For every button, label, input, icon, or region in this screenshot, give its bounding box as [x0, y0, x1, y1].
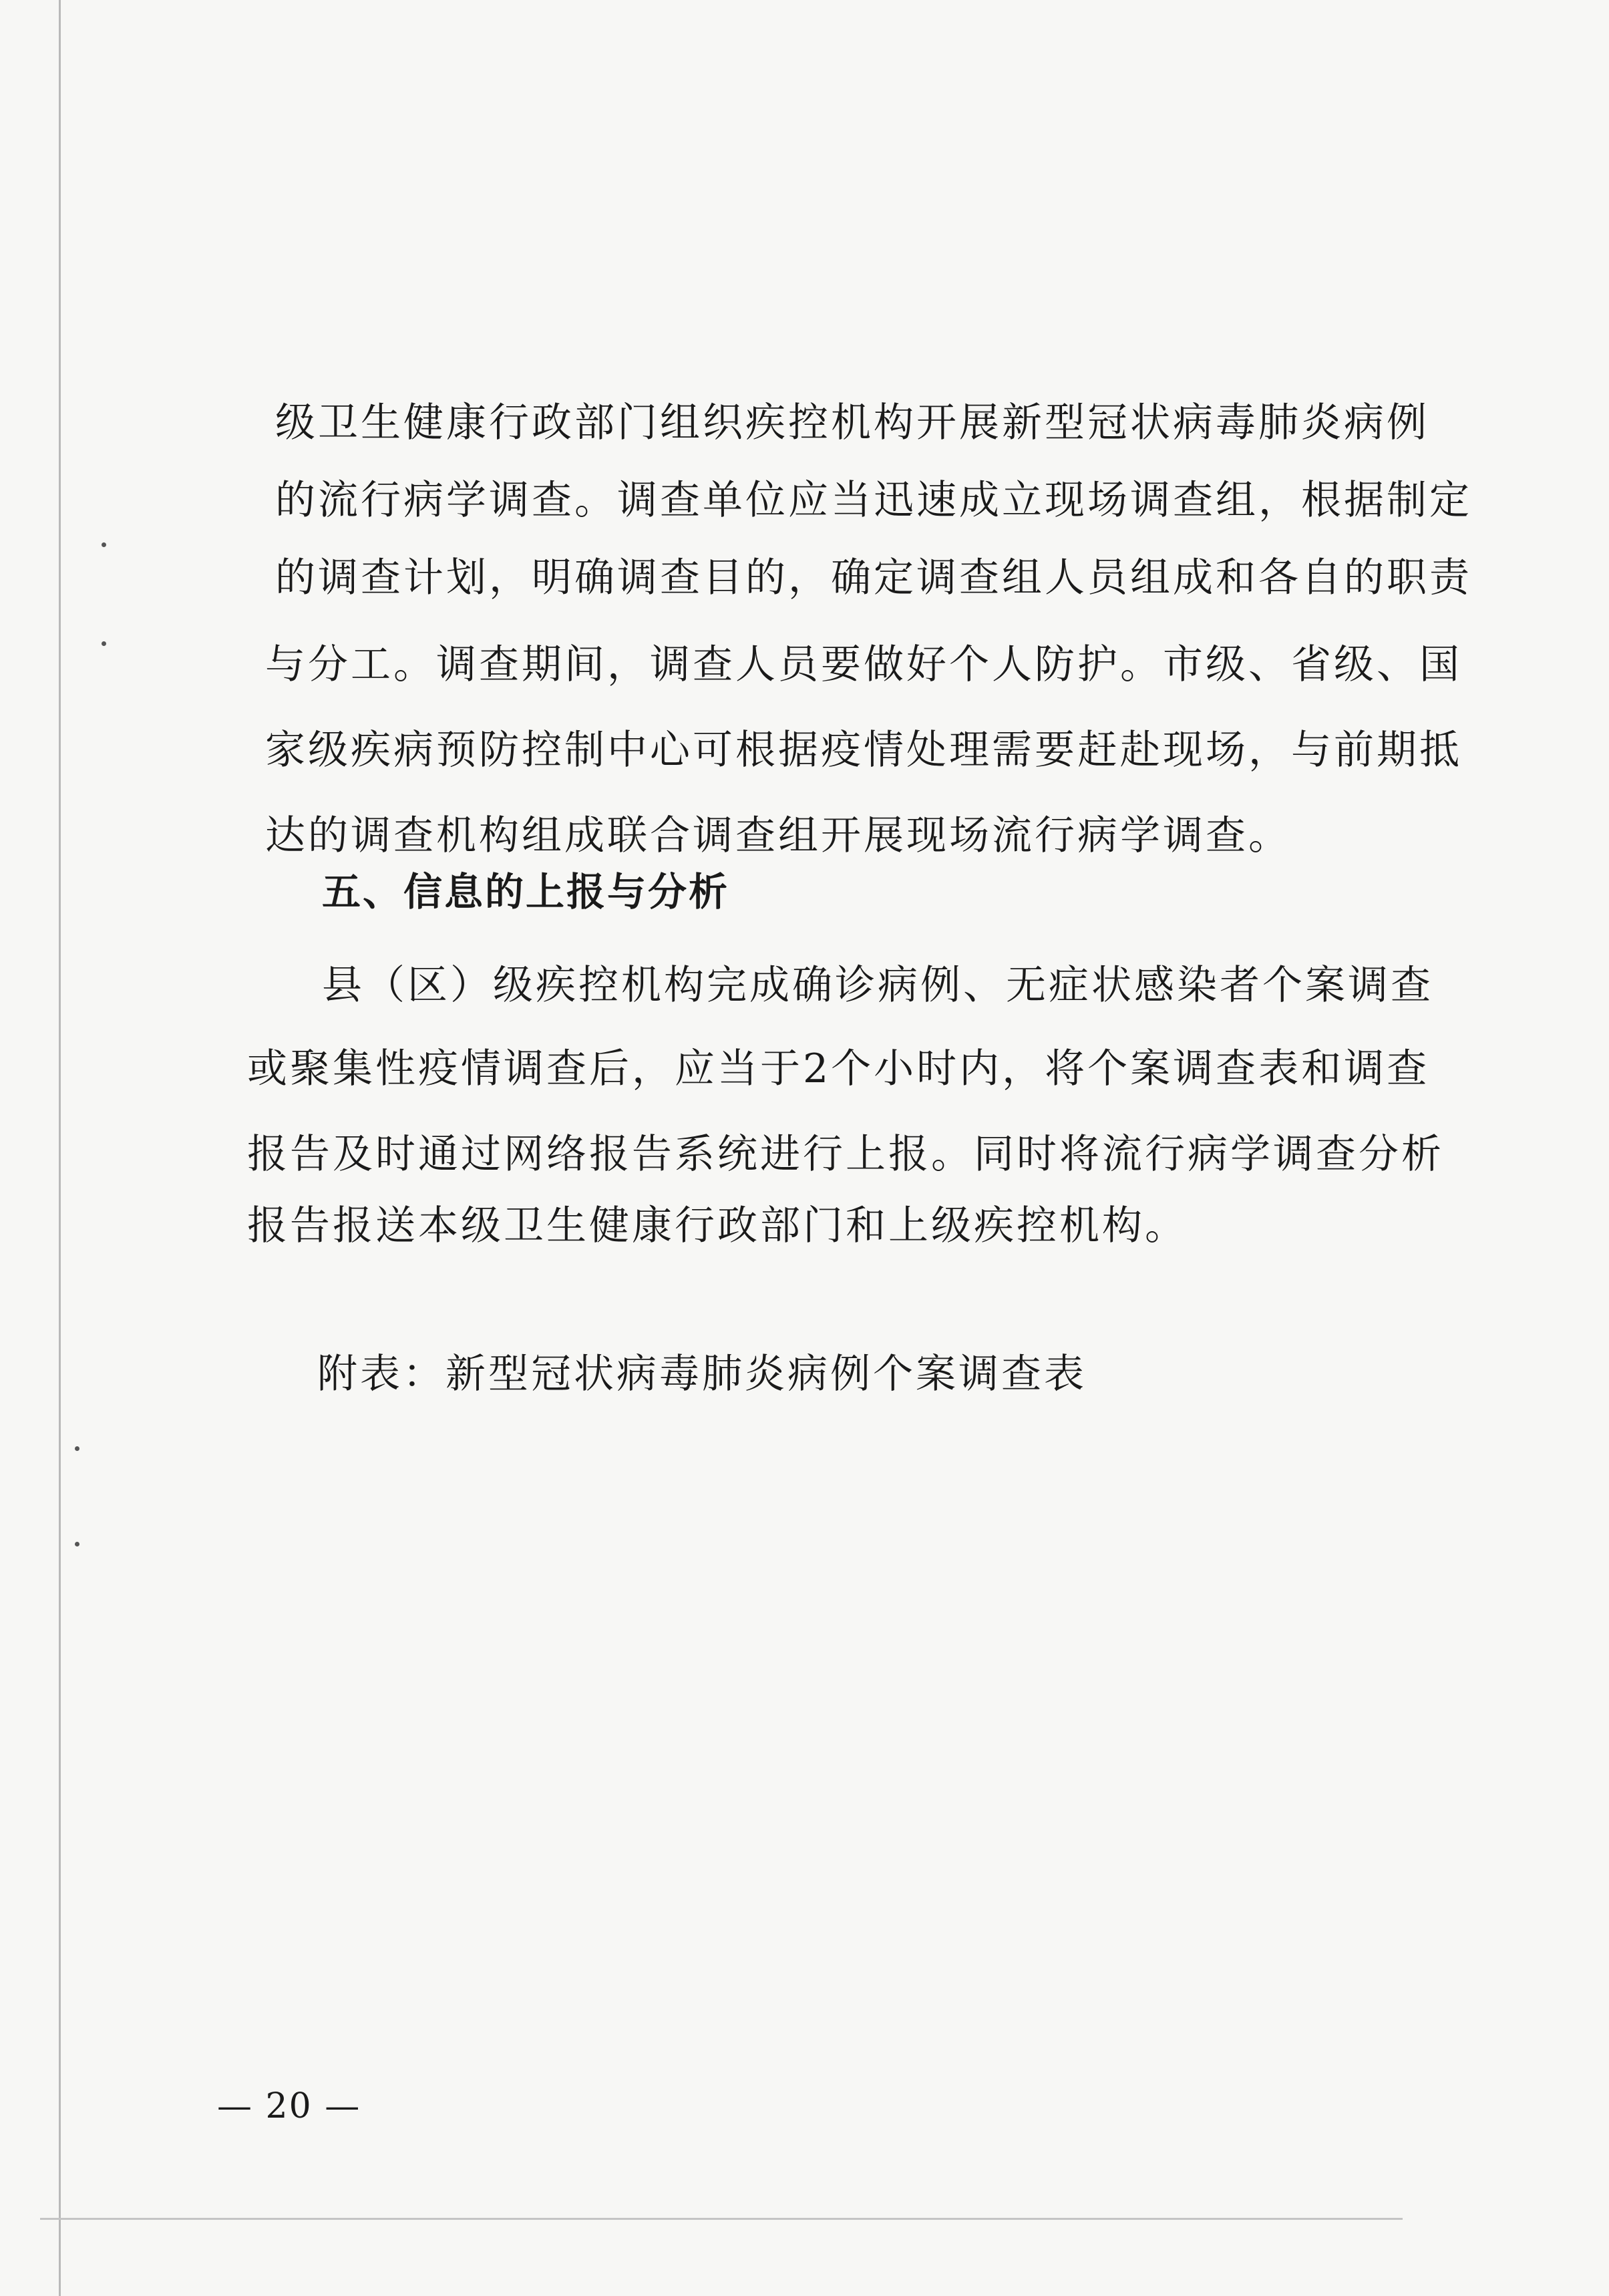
- scan-speck: [75, 1446, 79, 1451]
- paragraph-line: 报告及时通过网络报告系统进行上报。同时将流行病学调查分析: [247, 1131, 1444, 1178]
- paragraph-line: 级卫生健康行政部门组织疾控机构开展新型冠状病毒肺炎病例: [275, 399, 1429, 446]
- scan-bottom-rule: [40, 2218, 1403, 2220]
- paragraph-line: 家级疾病预防控制中心可根据疫情处理需要赶赴现场，与前期抵: [265, 727, 1462, 774]
- paragraph-line: 的流行病学调查。调查单位应当迅速成立现场调查组，根据制定: [275, 477, 1472, 524]
- paragraph-line: 与分工。调查期间，调查人员要做好个人防护。市级、省级、国: [265, 641, 1462, 688]
- page-number: — 20 —: [217, 2086, 361, 2126]
- paragraph-line: 或聚集性疫情调查后，应当于2个小时内，将个案调查表和调查: [247, 1045, 1430, 1092]
- scan-left-edge-rule: [59, 0, 61, 2296]
- scan-speck: [75, 1542, 79, 1546]
- paragraph-line: 的调查计划，明确调查目的，确定调查组人员组成和各自的职责: [275, 554, 1472, 601]
- attachment-note: 附表：新型冠状病毒肺炎病例个案调查表: [317, 1351, 1087, 1398]
- scan-speck: [102, 542, 106, 547]
- paragraph-line: 报告报送本级卫生健康行政部门和上级疾控机构。: [247, 1202, 1188, 1249]
- paragraph-line: 达的调查机构组成联合调查组开展现场流行病学调查。: [265, 812, 1291, 859]
- section-heading: 五、信息的上报与分析: [322, 869, 730, 915]
- paragraph-line: 县（区）级疾控机构完成确诊病例、无症状感染者个案调查: [322, 962, 1433, 1009]
- scan-speck: [102, 641, 106, 646]
